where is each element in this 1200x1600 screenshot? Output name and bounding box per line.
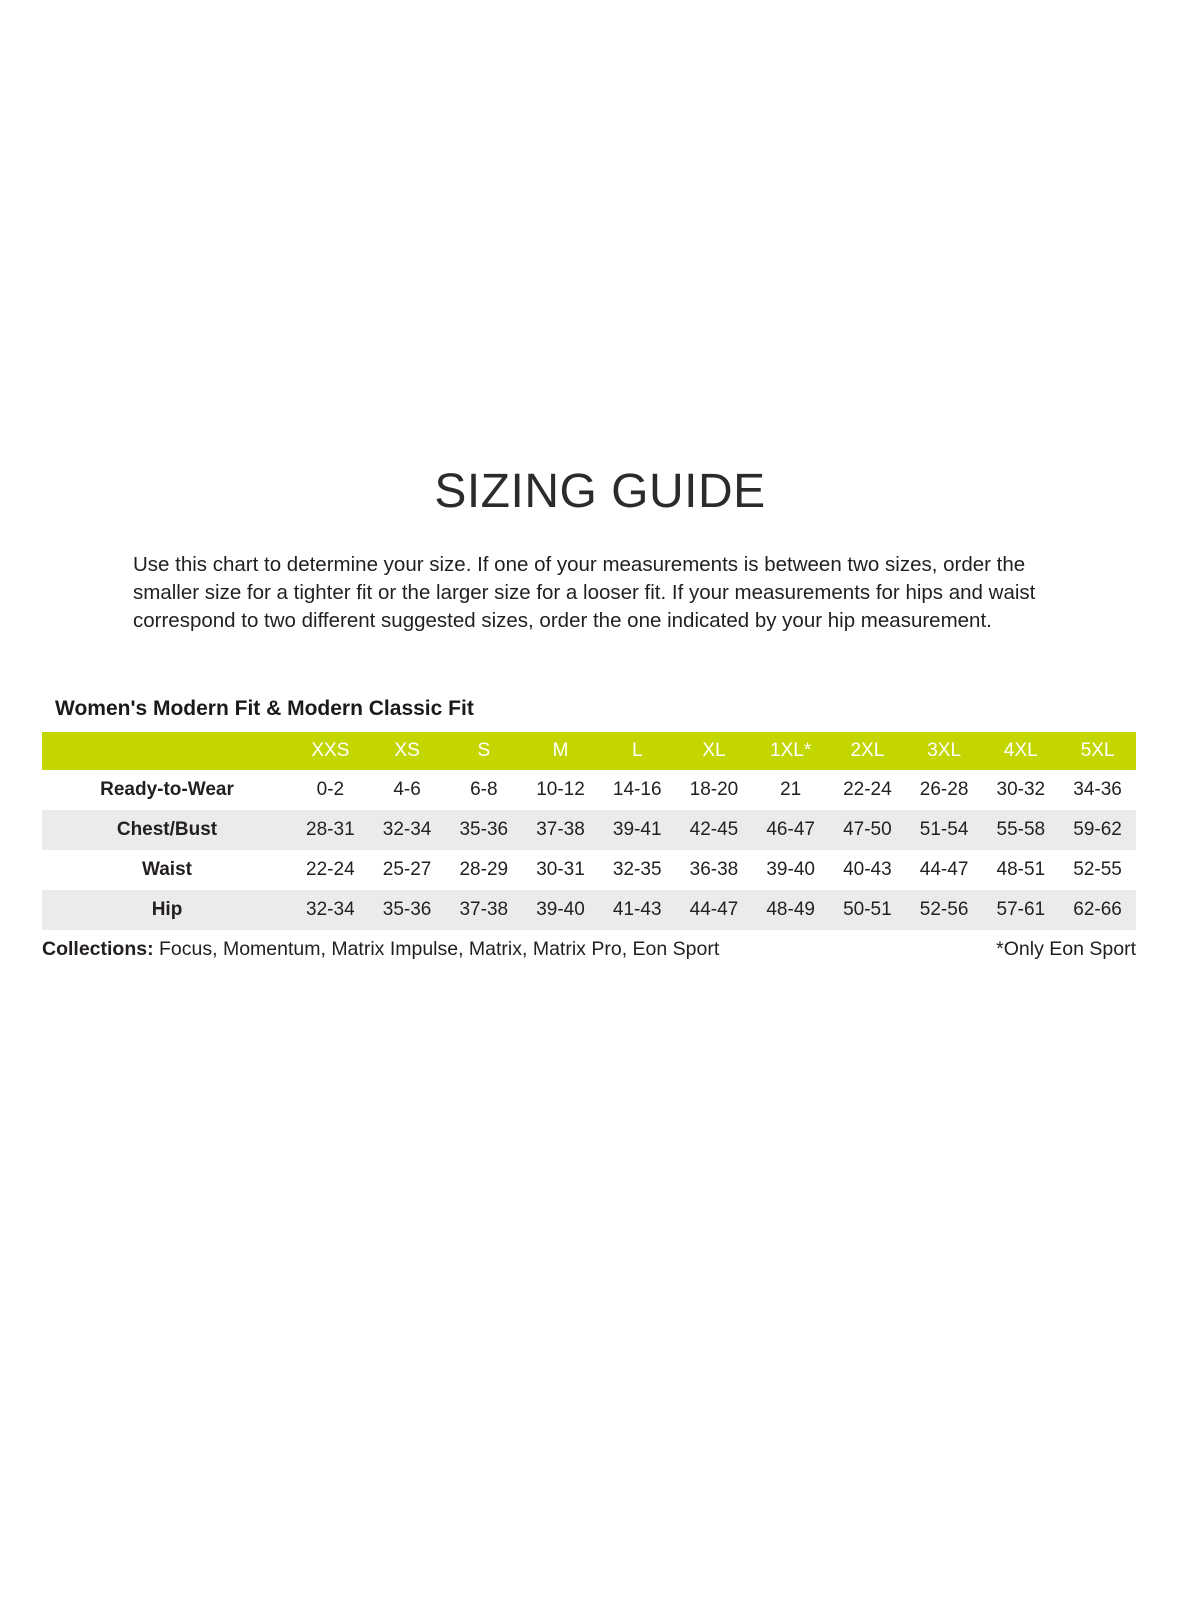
size-header-cell: XXS [292,732,369,770]
size-cell: 44-47 [919,858,969,880]
section-heading: Women's Modern Fit & Modern Classic Fit [55,696,474,720]
size-cell: 30-32 [996,778,1046,800]
sizing-table-body [42,770,1136,930]
size-cell: 55-58 [982,810,1059,850]
size-header-cell: XS [369,732,446,770]
size-cell: 39-40 [766,858,815,880]
size-cell: 41-43 [599,890,676,930]
table-row [42,810,1136,850]
sizing-table [42,732,1136,930]
size-cell: 52-55 [1073,858,1122,880]
row-label: Hip [42,890,292,930]
page-title: SIZING GUIDE [434,465,766,518]
size-cell: 47-50 [829,810,906,850]
size-cell: 22-24 [843,778,892,800]
table-row [42,770,1136,810]
size-cell: 62-66 [1059,890,1136,930]
size-header-row [42,732,1136,770]
size-cell: 48-49 [752,890,829,930]
size-cell: 4-6 [393,778,421,800]
size-cell: 30-31 [536,858,585,880]
size-cell: 32-35 [612,858,662,880]
header-corner-cell [42,732,292,770]
size-cell: 0-2 [316,778,345,800]
size-cell: 52-56 [906,890,983,930]
collections-label: Collections: [42,937,154,960]
size-cell: 59-62 [1059,810,1136,850]
size-header-cell: 4XL [982,732,1059,770]
size-cell: 21 [780,778,802,800]
size-cell: 57-61 [982,890,1059,930]
size-cell: 18-20 [689,778,739,800]
size-header-cell: M [522,732,599,770]
size-header-cell: XL [676,732,753,770]
row-label: Chest/Bust [42,810,292,850]
size-cell: 37-38 [522,810,599,850]
collections-value: Focus, Momentum, Matrix Impulse, Matrix, Matrix Pro, Eon Sport [159,937,720,960]
size-cell: 26-28 [919,778,969,800]
size-cell: 40-43 [843,858,892,880]
size-cell: 10-12 [536,778,585,800]
size-cell: 34-36 [1073,778,1122,800]
size-header-cell: 5XL [1059,732,1136,770]
size-cell: 46-47 [752,810,829,850]
table-row [42,890,1136,930]
size-cell: 36-38 [689,858,739,880]
table-row [42,850,1136,890]
size-cell: 35-36 [445,810,522,850]
size-cell: 44-47 [676,890,753,930]
size-header-cell: 1XL* [752,732,829,770]
intro-paragraph: Use this chart to determine your size. If one of your measurements is between two sizes, order the smaller size for a tighter fit or the larger size for a looser fit. If your measurements for hips and waist correspond to two different suggested sizes, order the one indicated by your hip measurement. [133,552,1036,632]
size-cell: 48-51 [996,858,1046,880]
size-cell: 42-45 [676,810,753,850]
size-header-cell: 2XL [829,732,906,770]
size-header-cell: L [599,732,676,770]
size-footnote: *Only Eon Sport [996,937,1136,960]
row-label: Waist [142,858,192,880]
size-cell: 50-51 [829,890,906,930]
size-cell: 28-31 [292,810,369,850]
size-cell: 32-34 [369,810,446,850]
size-cell: 25-27 [382,858,432,880]
size-cell: 28-29 [459,858,509,880]
size-cell: 22-24 [306,858,355,880]
size-header-cell: 3XL [906,732,983,770]
size-cell: 32-34 [292,890,369,930]
size-cell: 51-54 [906,810,983,850]
size-cell: 39-41 [599,810,676,850]
size-header-cell: S [445,732,522,770]
table-footer [42,937,1136,961]
size-cell: 14-16 [612,778,662,800]
size-cell: 37-38 [445,890,522,930]
size-cell: 39-40 [522,890,599,930]
size-cell: 6-8 [470,778,498,800]
row-label: Ready-to-Wear [100,778,234,800]
size-cell: 35-36 [369,890,446,930]
collections-line [42,937,719,961]
